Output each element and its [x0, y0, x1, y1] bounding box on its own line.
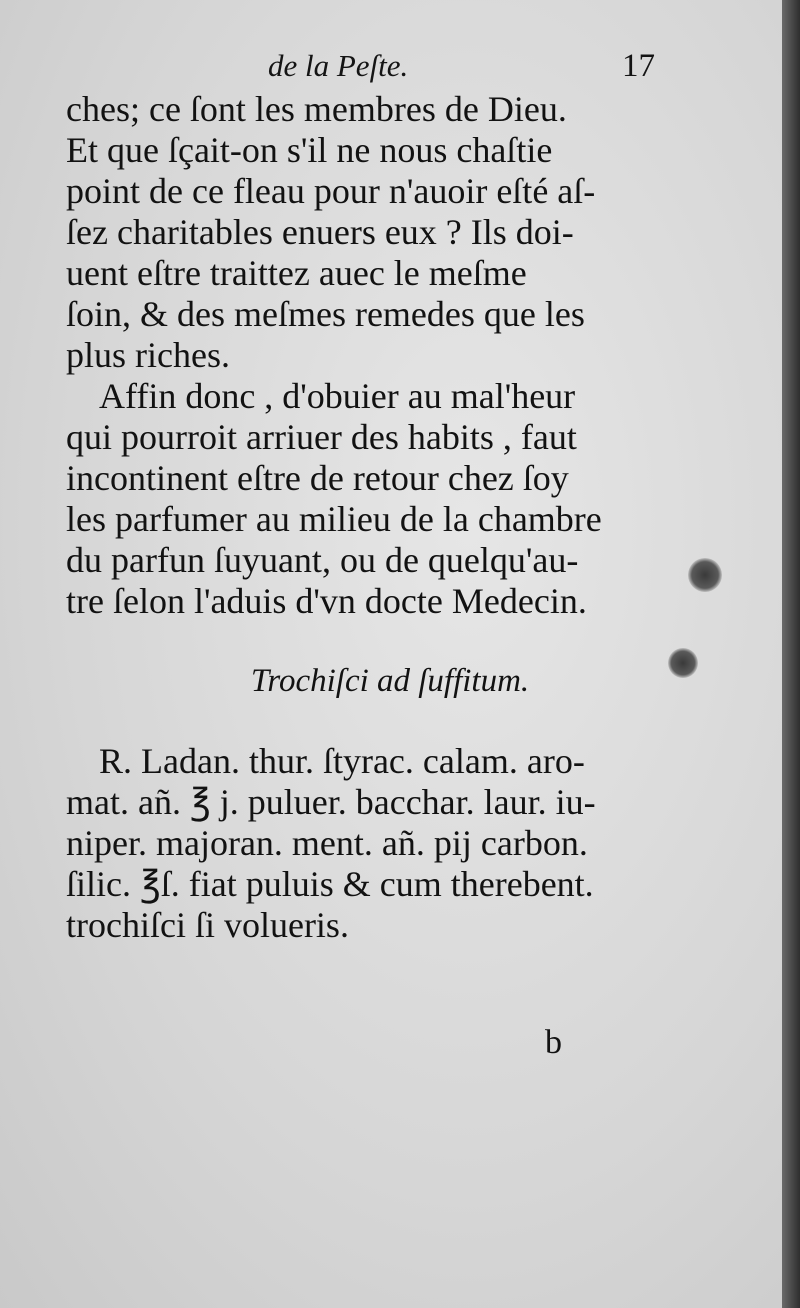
text-line: mat. añ. ℥ j. puluer. bacchar. laur. iu-: [66, 782, 596, 822]
text-line: ſoin, & des meſmes remedes que les: [66, 294, 585, 334]
text-line: du parfun ſuyuant, ou de quelqu'au-: [66, 540, 579, 580]
recipe: [66, 741, 666, 946]
text-line: qui pourroit arriuer des habits , faut: [66, 417, 577, 457]
page-body: [66, 89, 666, 946]
text-line: trochiſci ſi volueris.: [66, 905, 349, 945]
paragraph: [66, 376, 666, 622]
text-line: R. Ladan. thur. ſtyrac. calam. aro-: [99, 741, 585, 781]
spacer: [66, 622, 666, 661]
page-header: [0, 48, 782, 92]
running-title: de la Peſte.: [268, 48, 409, 83]
book-gutter: [782, 0, 800, 1308]
text-line: incontinent eſtre de retour chez ſoy: [66, 458, 569, 498]
paragraph: [66, 89, 666, 376]
text-line: uent eſtre traittez auec le meſme: [66, 253, 527, 293]
spacer: [66, 702, 666, 741]
ink-stain: [688, 558, 722, 592]
text-line: Et que ſçait-on s'il ne nous chaſtie: [66, 130, 553, 170]
text-line: point de ce fleau pour n'auoir eſté aſ-: [66, 171, 596, 211]
text-line: ches; ce ſont les membres de Dieu.: [66, 89, 567, 129]
text-line: les parfumer au milieu de la chambre: [66, 499, 602, 539]
text-line: plus riches.: [66, 335, 230, 375]
text-line: Affin donc , d'obuier au mal'heur: [99, 376, 576, 416]
text-line: tre ſelon l'aduis d'vn docte Medecin.: [66, 581, 587, 621]
text-line: ſilic. ℥ſ. fiat puluis & cum therebent.: [66, 864, 594, 904]
ink-stain: [668, 648, 698, 678]
page-number: 17: [622, 48, 655, 84]
text-line: niper. majoran. ment. añ. pij carbon.: [66, 823, 588, 863]
signature-mark: b: [545, 1024, 562, 1061]
text-line: ſez charitables enuers eux ? Ils doi-: [66, 212, 574, 252]
section-heading: Trochiſci ad ſuffitum.: [250, 663, 530, 699]
